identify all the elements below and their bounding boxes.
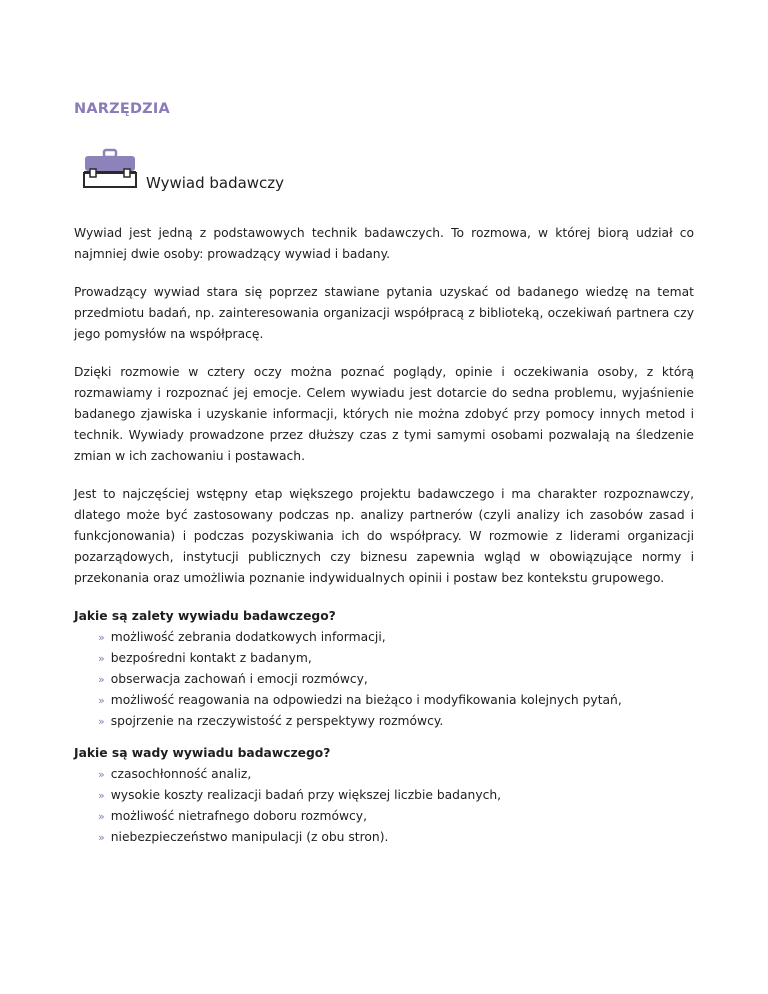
list-item-text: możliwość nietrafnego doboru rozmówcy, [110, 809, 367, 823]
list-item [98, 648, 694, 669]
bullet-icon: » [98, 694, 105, 707]
bullet-icon: » [98, 831, 105, 844]
advantages-list [74, 627, 694, 732]
list-item-text: możliwość zebrania dodatkowych informacji, [110, 630, 386, 644]
list-item-text: bezpośredni kontakt z badanym, [110, 651, 312, 665]
disadvantages-list [74, 764, 694, 848]
tool-title: Wywiad badawczy [146, 174, 285, 192]
list-item-text: niebezpieczeństwo manipulacji (z obu stron). [110, 830, 389, 844]
list-item [98, 785, 694, 806]
advantages-heading: Jakie są zalety wywiadu badawczego? [74, 609, 336, 623]
list-item-text: obserwacja zachowań i emocji rozmówcy, [110, 672, 368, 686]
list-item-text: możliwość reagowania na odpowiedzi na bieżąco i modyfikowania kolejnych pytań, [110, 693, 622, 707]
list-item [98, 764, 694, 785]
bullet-icon: » [98, 715, 105, 728]
bullet-icon: » [98, 652, 105, 665]
bullet-icon: » [98, 768, 105, 781]
list-item [98, 806, 694, 827]
disadvantages-heading: Jakie są wady wywiadu badawczego? [74, 746, 331, 760]
bullet-icon: » [98, 631, 105, 644]
list-item [98, 669, 694, 690]
list-item [98, 627, 694, 648]
bullet-icon: » [98, 789, 105, 802]
document-body [74, 223, 694, 859]
paragraph: Wywiad jest jedną z podstawowych technik badawczych. To rozmowa, w której biorą udział co najmniej dwie osoby: prowadzący wywiad i badany. [74, 226, 694, 261]
paragraph: Dzięki rozmowie w cztery oczy można poznać poglądy, opinie i oczekiwania osoby, z którą rozmawiamy i rozpoznać jej emocje. Celem wywiadu jest dotarcie do sedna problemu, wyjaśnienie badanego zjawiska i uzyskanie informacji, których nie można zdobyć przy pomocy innych metod i technik. Wywiady prowadzone przez dłuższy czas z tymi samymi osobami pozwalają na śledzenie zmian w ich zachowaniu i postawach. [74, 365, 694, 463]
bullet-icon: » [98, 810, 105, 823]
list-item-text: wysokie koszty realizacji badań przy większej liczbie badanych, [110, 788, 502, 802]
bullet-icon: » [98, 673, 105, 686]
section-label: NARZĘDZIA [74, 101, 170, 117]
list-item-text: czasochłonność analiz, [110, 767, 252, 781]
paragraph: Prowadzący wywiad stara się poprzez stawiane pytania uzyskać od badanego wiedzę na temat przedmiotu badań, np. zainteresowania organizacji współpracą z biblioteką, oczekiwań partnera czy jego pomysłów na współpracę. [74, 285, 694, 341]
list-item-text: spojrzenie na rzeczywistość z perspektywy rozmówcy. [110, 714, 444, 728]
list-item [98, 711, 694, 732]
paragraph: Jest to najczęściej wstępny etap większego projektu badawczego i ma charakter rozpoznawczy, dlatego może być zastosowany podczas np. analizy partnerów (czyli analizy ich zasobów zasad i funkcjonowania) i podczas pozyskiwania ich do współpracy. W rozmowie z liderami organizacji pozarządowych, instytucji publicznych czy biznesu zapewnia wgląd w obowiązujące normy i przekonania oraz umożliwia poznanie indywidualnych opinii i postaw bez kontekstu grupowego. [74, 487, 694, 585]
list-item [98, 690, 694, 711]
list-item [98, 827, 694, 848]
toolbox-icon [80, 147, 140, 193]
